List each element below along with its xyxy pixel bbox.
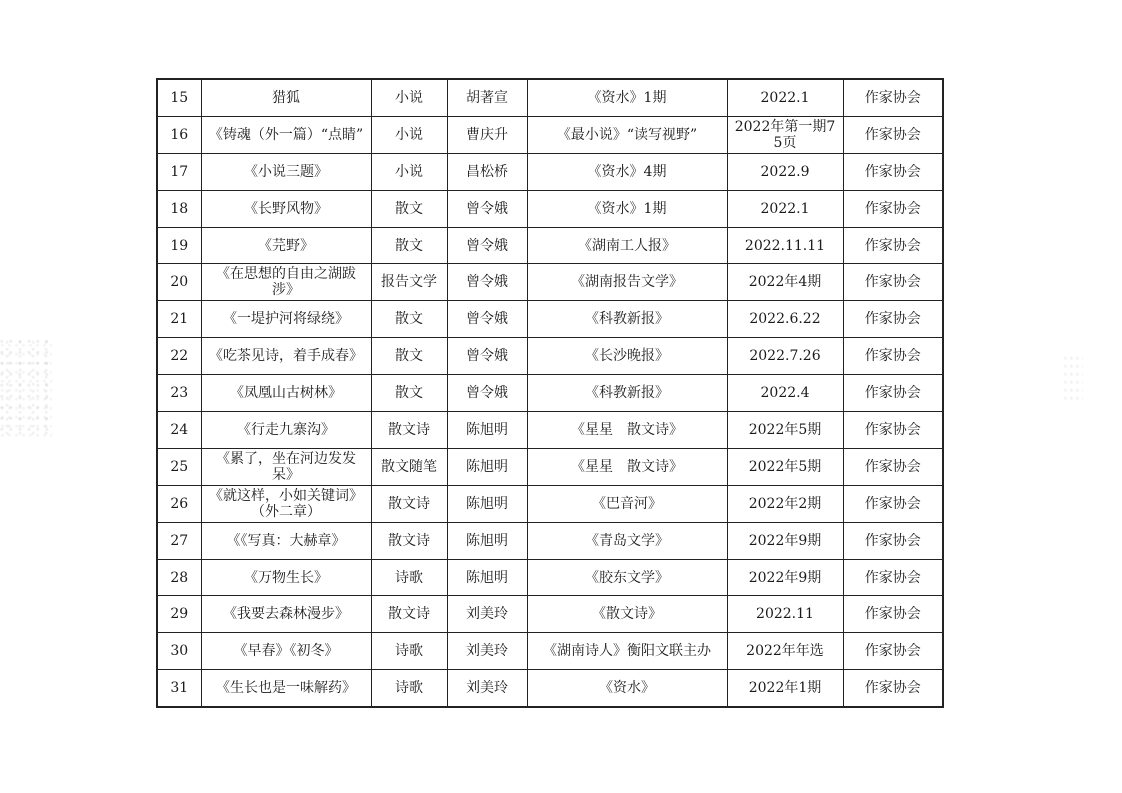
row-number-cell: 29 (157, 596, 201, 633)
organization-cell: 作家协会 (843, 670, 943, 707)
genre-cell: 散文诗 (371, 596, 447, 633)
publish-date-cell: 2022.11 (727, 596, 843, 633)
author-cell: 曾令娥 (447, 338, 527, 375)
publish-date-cell: 2022年5期 (727, 412, 843, 449)
table-row (157, 190, 943, 227)
row-number-cell: 21 (157, 301, 201, 338)
table-row (157, 153, 943, 190)
publication-cell: 《巴音河》 (527, 485, 727, 522)
table-row (157, 448, 943, 485)
publication-cell: 《长沙晚报》 (527, 338, 727, 375)
author-cell: 曾令娥 (447, 375, 527, 412)
row-number-cell: 20 (157, 264, 201, 301)
table-row (157, 485, 943, 522)
table-row (157, 375, 943, 412)
work-title-cell: 《生长也是一味解药》 (201, 670, 371, 707)
organization-cell: 作家协会 (843, 522, 943, 559)
table-row (157, 412, 943, 449)
genre-cell: 诗歌 (371, 670, 447, 707)
author-cell: 胡著宣 (447, 79, 527, 116)
genre-cell: 散文 (371, 375, 447, 412)
publish-date-cell: 2022.9 (727, 153, 843, 190)
publication-cell: 《星星 散文诗》 (527, 448, 727, 485)
genre-cell: 散文 (371, 227, 447, 264)
work-title-cell: 《早春》《初冬》 (201, 633, 371, 670)
author-cell: 陈旭明 (447, 485, 527, 522)
table-row (157, 116, 943, 153)
row-number-cell: 26 (157, 485, 201, 522)
row-number-cell: 28 (157, 559, 201, 596)
row-number-cell: 31 (157, 670, 201, 707)
organization-cell: 作家协会 (843, 116, 943, 153)
publication-cell: 《星星 散文诗》 (527, 412, 727, 449)
author-cell: 刘美玲 (447, 596, 527, 633)
author-cell: 昌松桥 (447, 153, 527, 190)
publication-cell: 《资水》 (527, 670, 727, 707)
genre-cell: 散文诗 (371, 522, 447, 559)
organization-cell: 作家协会 (843, 412, 943, 449)
publish-date-cell: 2022年9期 (727, 522, 843, 559)
work-title-cell: 《行走九寨沟》 (201, 412, 371, 449)
work-title-cell: 《芫野》 (201, 227, 371, 264)
table-row (157, 633, 943, 670)
organization-cell: 作家协会 (843, 375, 943, 412)
organization-cell: 作家协会 (843, 633, 943, 670)
row-number-cell: 25 (157, 448, 201, 485)
work-title-cell: 《长野风物》 (201, 190, 371, 227)
publication-cell: 《资水》1期 (527, 190, 727, 227)
genre-cell: 小说 (371, 153, 447, 190)
table-row (157, 338, 943, 375)
publish-date-cell: 2022.7.26 (727, 338, 843, 375)
publish-date-cell: 2022.1 (727, 190, 843, 227)
table-row (157, 522, 943, 559)
publication-cell: 《湖南诗人》衡阳文联主办 (527, 633, 727, 670)
genre-cell: 诗歌 (371, 633, 447, 670)
author-cell: 曾令娥 (447, 190, 527, 227)
row-number-cell: 22 (157, 338, 201, 375)
work-title-cell: 《凤凰山古树林》 (201, 375, 371, 412)
genre-cell: 报告文学 (371, 264, 447, 301)
author-cell: 陈旭明 (447, 448, 527, 485)
work-title-cell: 《万物生长》 (201, 559, 371, 596)
publication-cell: 《湖南报告文学》 (527, 264, 727, 301)
row-number-cell: 30 (157, 633, 201, 670)
row-number-cell: 24 (157, 412, 201, 449)
table-row (157, 79, 943, 116)
row-number-cell: 19 (157, 227, 201, 264)
row-number-cell: 17 (157, 153, 201, 190)
publish-date-cell: 2022.11.11 (727, 227, 843, 264)
publish-date-cell: 2022.1 (727, 79, 843, 116)
genre-cell: 散文 (371, 301, 447, 338)
table-body (157, 79, 943, 707)
author-cell: 刘美玲 (447, 670, 527, 707)
organization-cell: 作家协会 (843, 485, 943, 522)
genre-cell: 散文 (371, 190, 447, 227)
organization-cell: 作家协会 (843, 448, 943, 485)
publish-date-cell: 2022年年选 (727, 633, 843, 670)
genre-cell: 小说 (371, 116, 447, 153)
table-row (157, 559, 943, 596)
organization-cell: 作家协会 (843, 190, 943, 227)
publication-cell: 《湖南工人报》 (527, 227, 727, 264)
work-title-cell: 《累了，坐在河边发发呆》 (201, 448, 371, 485)
organization-cell: 作家协会 (843, 338, 943, 375)
publish-date-cell: 2022年第一期75页 (727, 116, 843, 153)
publication-cell: 《胶东文学》 (527, 559, 727, 596)
genre-cell: 散文诗 (371, 485, 447, 522)
row-number-cell: 16 (157, 116, 201, 153)
publication-cell: 《资水》1期 (527, 79, 727, 116)
scan-noise-left (0, 338, 52, 438)
publish-date-cell: 2022.4 (727, 375, 843, 412)
publish-date-cell: 2022年2期 (727, 485, 843, 522)
publish-date-cell: 2022.6.22 (727, 301, 843, 338)
publication-cell: 《科教新报》 (527, 301, 727, 338)
work-title-cell: 《一堤护河将绿绕》 (201, 301, 371, 338)
work-title-cell: 《就这样，小如关键词》（外二章） (201, 485, 371, 522)
publish-date-cell: 2022年1期 (727, 670, 843, 707)
table-row (157, 264, 943, 301)
table-row (157, 227, 943, 264)
genre-cell: 散文诗 (371, 412, 447, 449)
work-title-cell: 《在思想的自由之湖跋涉》 (201, 264, 371, 301)
author-cell: 陈旭明 (447, 559, 527, 596)
publication-cell: 《青岛文学》 (527, 522, 727, 559)
publish-date-cell: 2022年9期 (727, 559, 843, 596)
author-cell: 曹庆升 (447, 116, 527, 153)
row-number-cell: 27 (157, 522, 201, 559)
organization-cell: 作家协会 (843, 559, 943, 596)
genre-cell: 散文 (371, 338, 447, 375)
publication-cell: 《科教新报》 (527, 375, 727, 412)
author-cell: 陈旭明 (447, 522, 527, 559)
publication-cell: 《资水》4期 (527, 153, 727, 190)
publication-table (156, 78, 944, 708)
scan-noise-right (1063, 355, 1083, 405)
row-number-cell: 18 (157, 190, 201, 227)
table-row (157, 596, 943, 633)
table-row (157, 301, 943, 338)
work-title-cell: 《吃茶见诗，着手成春》 (201, 338, 371, 375)
organization-cell: 作家协会 (843, 301, 943, 338)
work-title-cell: 猎狐 (201, 79, 371, 116)
publication-cell: 《最小说》“读写视野” (527, 116, 727, 153)
author-cell: 曾令娥 (447, 301, 527, 338)
author-cell: 曾令娥 (447, 264, 527, 301)
table-row (157, 670, 943, 707)
organization-cell: 作家协会 (843, 596, 943, 633)
row-number-cell: 15 (157, 79, 201, 116)
work-title-cell: 《我要去森林漫步》 (201, 596, 371, 633)
organization-cell: 作家协会 (843, 227, 943, 264)
organization-cell: 作家协会 (843, 264, 943, 301)
author-cell: 曾令娥 (447, 227, 527, 264)
publish-date-cell: 2022年5期 (727, 448, 843, 485)
genre-cell: 诗歌 (371, 559, 447, 596)
work-title-cell: 《铸魂（外一篇）“点睛” (201, 116, 371, 153)
genre-cell: 小说 (371, 79, 447, 116)
organization-cell: 作家协会 (843, 79, 943, 116)
work-title-cell: 《《写真：大赫章》 (201, 522, 371, 559)
row-number-cell: 23 (157, 375, 201, 412)
author-cell: 陈旭明 (447, 412, 527, 449)
publication-cell: 《散文诗》 (527, 596, 727, 633)
work-title-cell: 《小说三题》 (201, 153, 371, 190)
publish-date-cell: 2022年4期 (727, 264, 843, 301)
organization-cell: 作家协会 (843, 153, 943, 190)
genre-cell: 散文随笔 (371, 448, 447, 485)
author-cell: 刘美玲 (447, 633, 527, 670)
